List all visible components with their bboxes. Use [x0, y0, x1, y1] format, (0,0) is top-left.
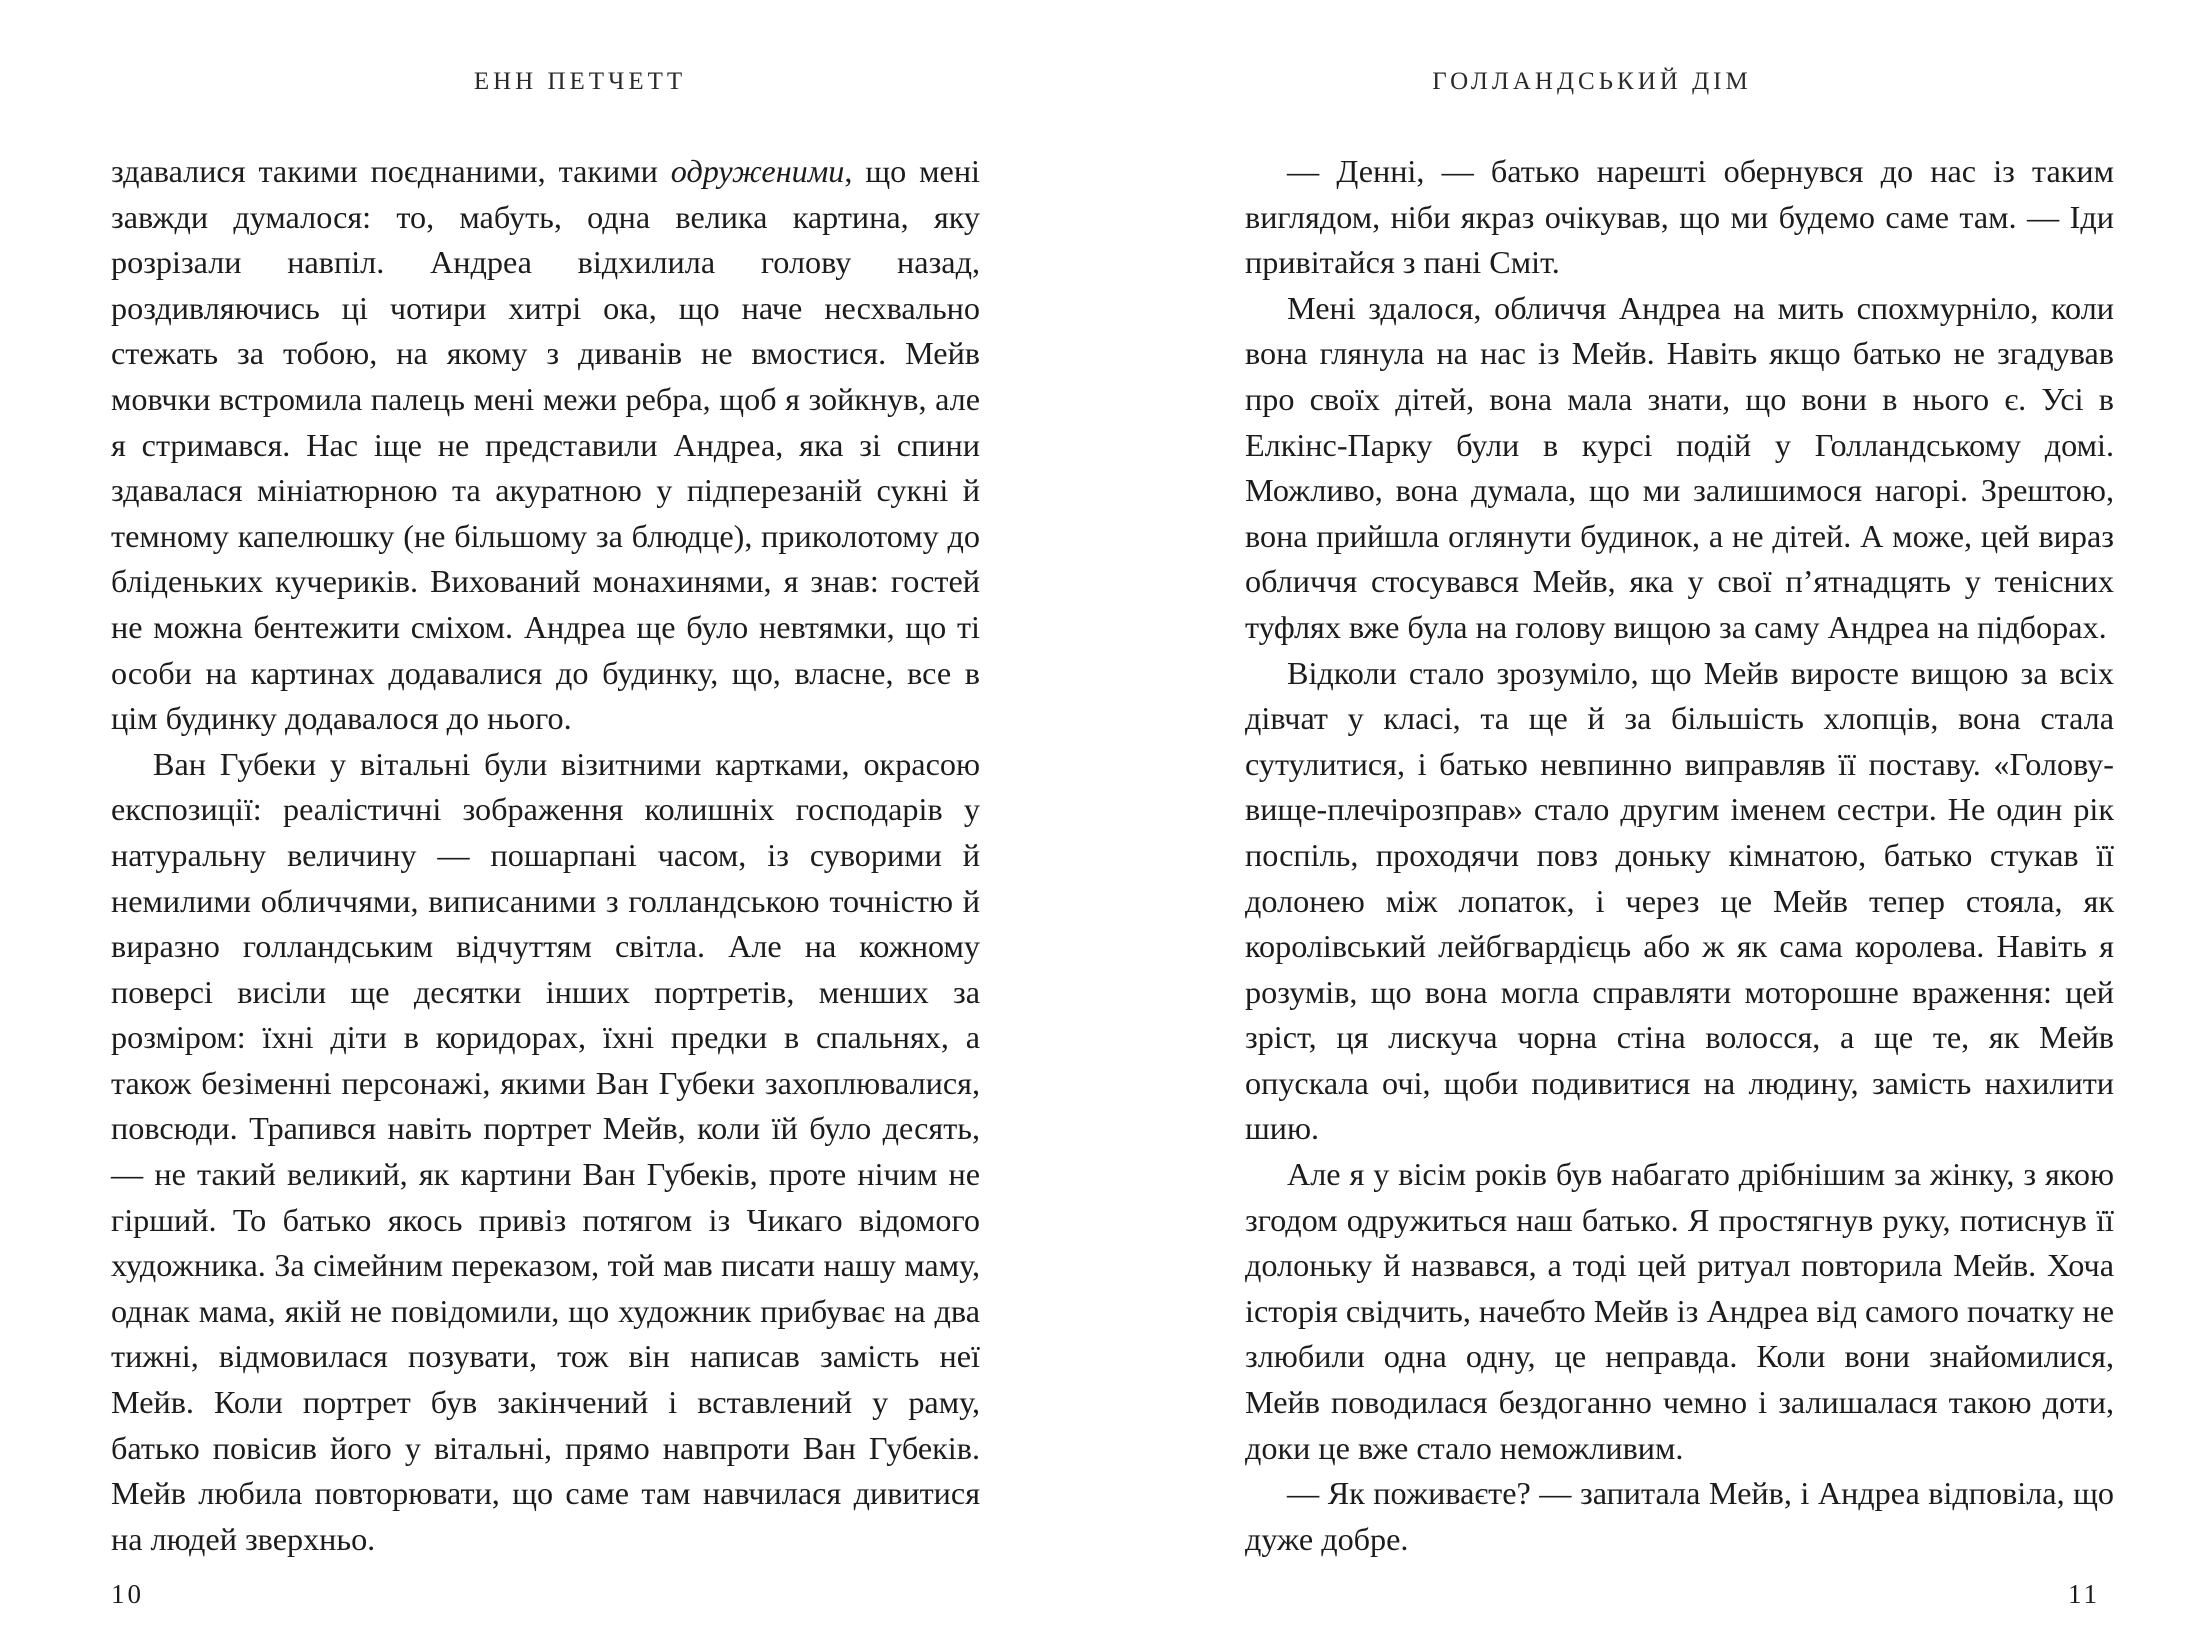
paragraph: [1245, 286, 2114, 651]
italic-text: одруженими: [670, 153, 845, 189]
text-run: — Як поживаєте? — запитала Мейв, і Андреа відповіла, що дуже добре.: [1245, 1475, 2114, 1557]
paragraph: [111, 149, 980, 742]
paragraph: [1245, 1152, 2114, 1471]
body-text: [111, 149, 980, 1562]
page-number: 11: [2068, 1579, 2100, 1609]
text-run: Але я у вісім років був набагато дрібнішим за жінку, з якою згодом одружиться наш батько. Я простягнув руку, потиснув її долоньку й назвався, а тоді цей ритуал повторила Мейв. Хоча історія свідчить, начебто Мейв із Андреа від самого початку не злюбили одна одну, це неправда. Коли вони знайомилися, Мейв поводилася бездоганно чемно і залишалася такою доти, доки це вже стало неможливим.: [1245, 1156, 2114, 1466]
text-run: Відколи стало зрозуміло, що Мейв виросте вищою за всіх дівчат у класі, та ще й за більшість хлопців, вона стала сутулитися, і батько невпинно виправляв її поставу. «Голову-вище-плечірозправ» стало другим іменем сестри. Не один рік поспіль, проходячи повз доньку кімнатою, батько стукав її долонею між лопаток, і через це Мейв тепер стояла, як королівський лейбгвардієць або ж як сама королева. Навіть я розумів, що вона могла справляти моторошне враження: цей зріст, ця лискуча чорна стіна волосся, а ще те, як Мейв опускала очі, щоби подивитися на людину, замість нахилити шию.: [1245, 654, 2114, 1147]
running-head-author: ЕНН ПЕТЧЕТТ: [473, 68, 687, 95]
text-run: , що мені завжди думалося: то, мабуть, одна велика картина, яку розрізали навпіл. Андреа відхилила голову назад, роздивляючись ці чотири хитрі ока, що наче несхвально стежать за тобою, на якому з диванів не вмостися. Мейв мовчки встромила палець мені межи ребра, щоб я зойкнув, але я стримався. Нас іще не представили Андреа, яка зі спини здавалася мініатюрною та акуратною у підперезаній сукні й темному капелюшку (не більшому за блюдце), приколотому до бліденьких кучериків. Вихований монахинями, я знав: гостей не можна бентежити сміхом. Андреа ще було невтямки, що ті особи на картинах додавалися до будинку, що, власне, все в цім будинку додавалося до нього.: [111, 153, 981, 737]
text-run: Ван Губеки у вітальні були візитними картками, окрасою експозиції: реалістичні зображення колишніх господарів у натуральну величину — пошарпані часом, із суворими й немилими обличчями, виписаними з голландською точністю й виразно голландським відчуттям світла. Але на кожному поверсі висіли ще десятки інших портретів, менших за розміром: їхні діти в коридорах, їхні предки в спальнях, а також безіменні персонажі, якими Ван Губеки захоплювалися, повсюди. Трапився навіть портрет Мейв, коли їй було десять, — не такий великий, як картини Ван Губеків, проте нічим не гірший. То батько якось привіз потягом із Чикаго відомого художника. За сімейним переказом, той мав писати нашу маму, однак мама, якій не повідомили, що художник прибуває на два тижні, відмовилася позувати, тож він написав замість неї Мейв. Коли портрет був закінчений і вставлений у раму, батько повісив його у вітальні, прямо навпроти Ван Губеків. Мейв любила повторювати, що саме там навчилася дивитися на людей зверхньо.: [111, 745, 980, 1557]
running-head-title: ГОЛЛАНДСЬКИЙ ДІМ: [1432, 68, 1752, 95]
page-number: 10: [111, 1579, 144, 1609]
body-text: [1245, 149, 2114, 1562]
text-run: Мені здалося, обличчя Андреа на мить спохмурніло, коли вона глянула на нас із Мейв. Навіть якщо батько не згадував про своїх дітей, вона мала знати, що вони в нього є. Усі в Елкінс-Парку були в курсі подій у Голландському домі. Можливо, вона думала, що ми залишимося нагорі. Зрештою, вона прийшла оглянути будинок, а не дітей. А може, цей вираз обличчя стосувався Мейв, яка у свої п’ятнадцять у тенісних туфлях вже була на голову вищою за саму Андреа на підборах.: [1245, 289, 2114, 645]
paragraph: [1245, 651, 2114, 1153]
paragraph: [1245, 1471, 2114, 1562]
paragraph: [1245, 149, 2114, 286]
right-page: [1100, 0, 2200, 1650]
paragraph: [111, 742, 980, 1563]
text-run: здавалися такими поєднаними, такими: [111, 153, 671, 189]
text-run: — Денні, — батько нарешті обернувся до нас із таким виглядом, ніби якраз очікував, що ми будемо саме там. — Іди привітайся з пані Сміт.: [1245, 153, 2114, 281]
